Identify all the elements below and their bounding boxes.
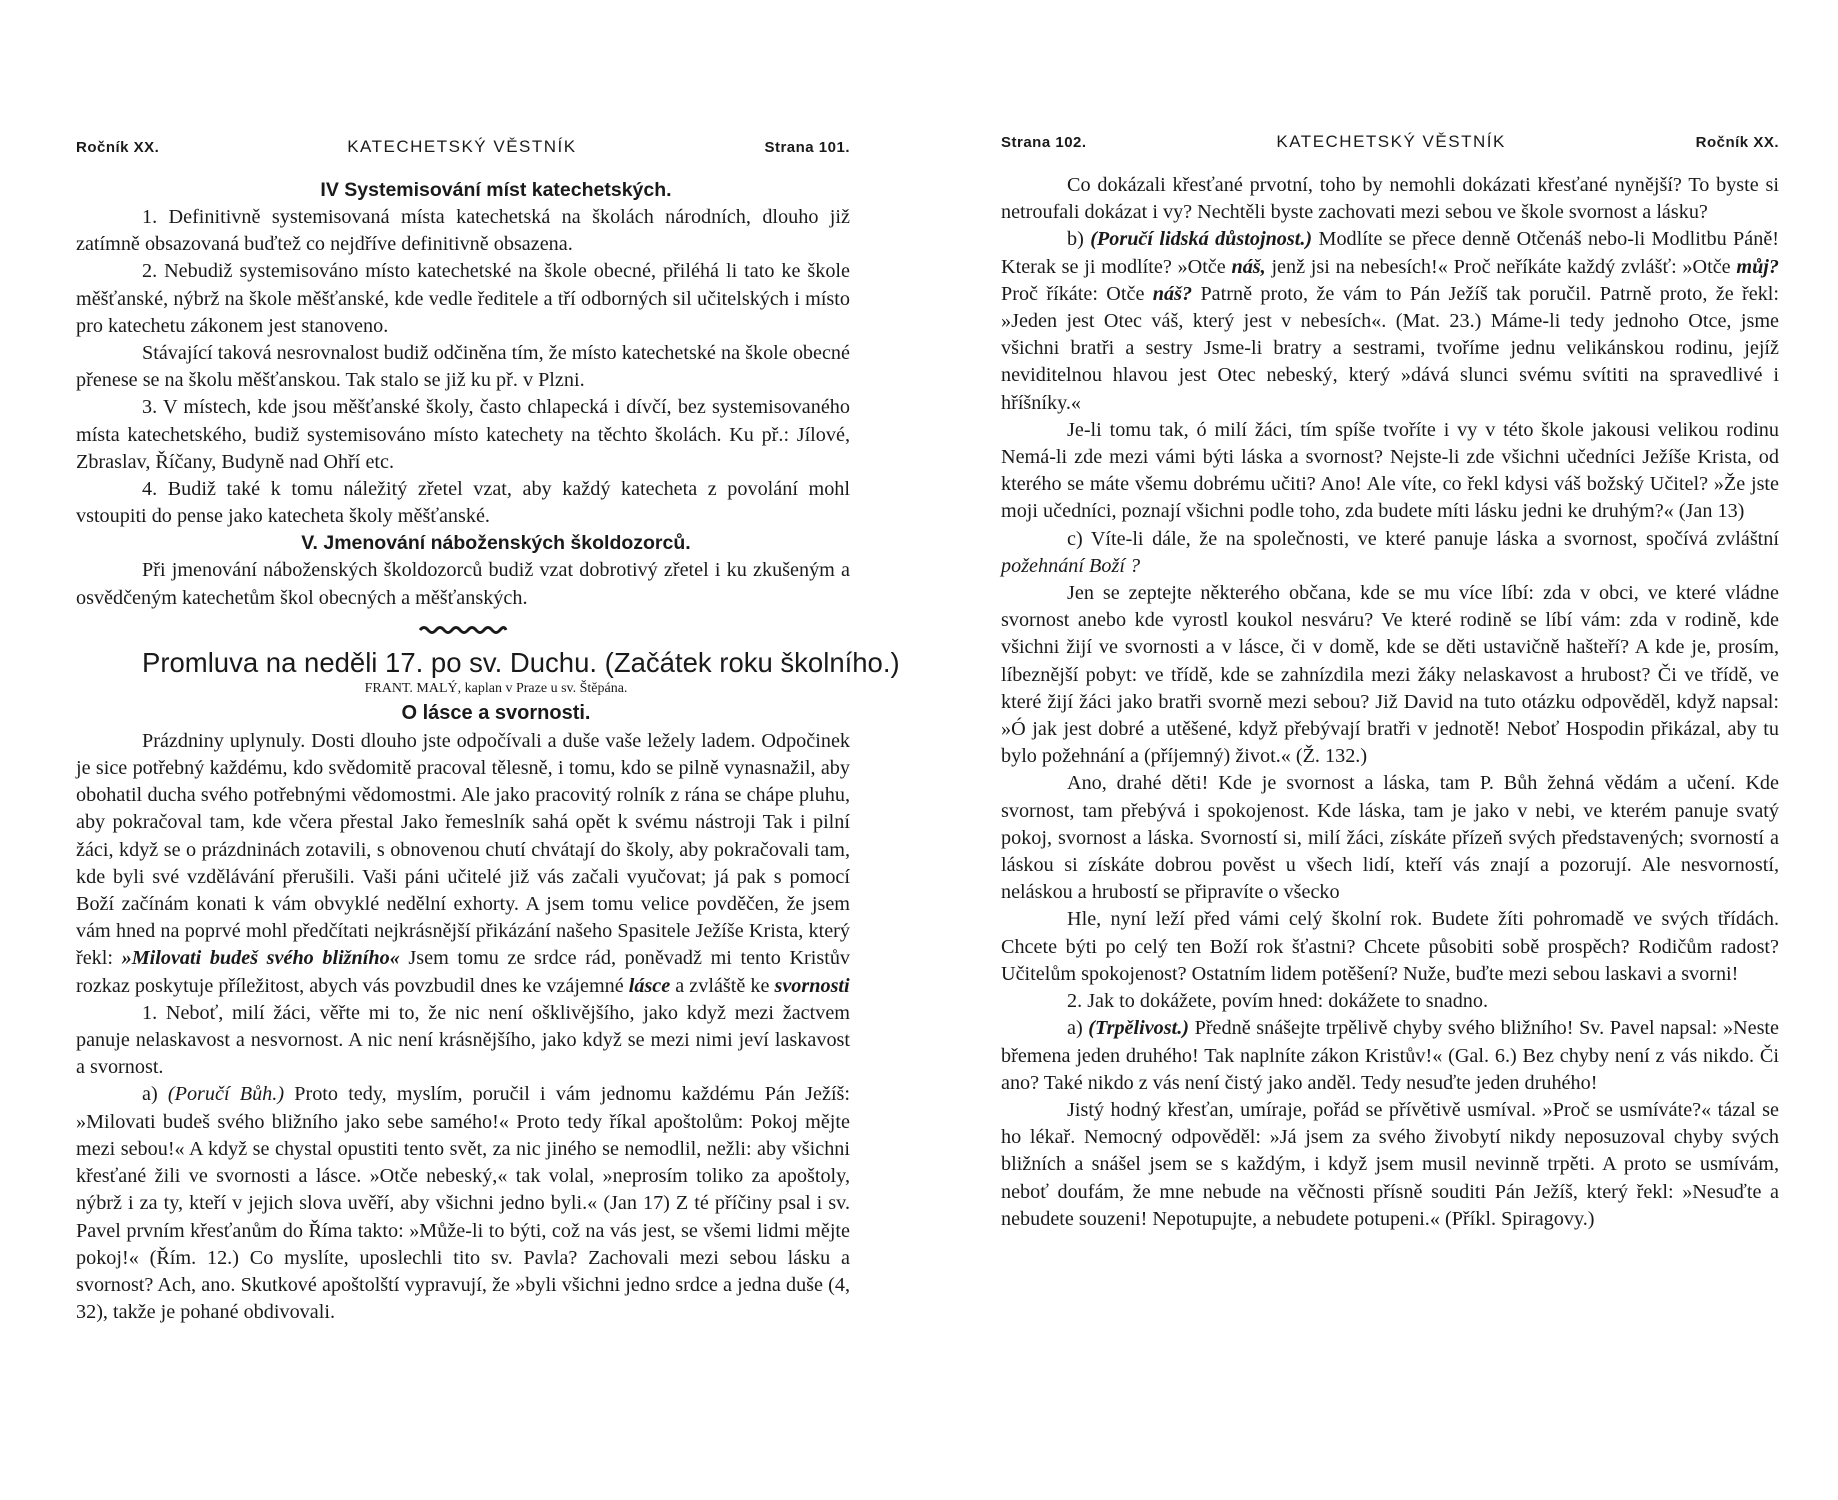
paragraph: 1. Definitivně systemisovaná místa katechetská na školách národních, dlouho již zatímně obsazovaná buďtež co nejdříve definitivně obsazena. xyxy=(76,206,850,256)
paragraph: Ano, drahé děti! Kde je svornost a láska, tam P. Bůh žehná vědám a učení. Kde svornost, tam přebývá i spokojenost. Kde láska, tam je jako v nebi, ve kterém panuje svatý pokoj, svornost a láska. Svorností si, milí žáci, získáte přízeň svých představených; svorností a láskou si získáte dobrou pověst u všech lidí, kteří vás znají a pozorují. Ale nesvorností, neláskou a hrubostí se připravíte o všecko xyxy=(1001,772,1779,904)
paragraph: Při jmenování náboženských školdozorců budiž vzat dobrotivý zřetel i ku zkušeným a osvědčeným katechetům škol obecných a měšťanských. xyxy=(76,559,850,609)
right-page-header xyxy=(1001,132,1779,172)
article-title: Promluva na neděli 17. po sv. Duchu. (Začátek roku školního.) xyxy=(142,646,900,678)
right-page-body xyxy=(1001,172,1779,1233)
page-number: Strana 101. xyxy=(764,139,850,156)
wavy-divider-ornament xyxy=(418,624,508,636)
volume-label: Ročník XX. xyxy=(1695,134,1779,151)
paragraph: 3. V místech, kde jsou měšťanské školy, často chlapecká i dívčí, bez systemisovaného místa katechetského, budiž systemisováno místo katechety na těchto školách. Ku př.: Jílové, Zbraslav, Říčany, Budyně nad Ohří etc. xyxy=(76,396,850,473)
journal-title: KATECHETSKÝ VĚSTNÍK xyxy=(1276,132,1506,151)
paragraph: a) (Trpělivost.) Předně snášejte trpělivě chyby svého bližního! Sv. Pavel napsal: »Neste břemena jeden druhého! Tak naplníte zákon Kristův!« (Gal. 6.) Bez chyby není z vás nikdo. Či ano? Také nikdo z vás není čistý jako anděl. Tedy nesuďte jeden druhého! xyxy=(1001,1017,1779,1094)
paragraph: Prázdniny uplynuly. Dosti dlouho jste odpočívali a duše vaše ležely ladem. Odpočinek je sice potřebný každému, kdo svědomitě pracoval tělesně, i tomu, kdo se pilně vynasnažil, aby obohatil ducha svého potřebnými vědomostmi. Ale jako pracovitý rolník z rána se chápe pluhu, aby pokračoval tam, kde včera přestal Jako řemeslník sahá opět k svému nástroji Tak i pilní žáci, když se o prázdninách zotavili, s obnovenou chutí chvátají do školy, aby pokračovali tam, kde byli své vzdělávání přerušili. Vaši páni učitelé již vás začali vyučovat; já pak s pomocí Boží začínám konati k vám obvyklé nedělní exhorty. A jsem tomu velice povděčen, že jsem vám hned na poprvé mohl předčítati nejkrásnější přikázání našeho Spasitele Ježíše Krista, který řekl: »Milovati budeš svého bližního« Jsem tomu ze srdce rád, poněvadž mi tento Kristův rozkaz poskytuje příležitost, abych vás povzbudil dnes ke vzájemné lásce a zvláště ke svornosti xyxy=(76,729,851,997)
paragraph: 2. Jak to dokážete, povím hned: dokážete to snadno. xyxy=(1067,990,1489,1013)
left-page-body xyxy=(76,177,900,1326)
paragraph: Jistý hodný křesťan, umíraje, pořád se přívětivě usmíval. »Proč se usmíváte?« tázal se ho lékař. Nemocný odpověděl: »Já jsem za svého živobytí nikdy neposuzoval chyby svých bližních a snášel jsem se s každým, i když jsem musil nevinně trpěti. A proto se usmívám, neboť doufám, že mne nebude na věčnosti přísně souditi Pán Ježíš, který řekl: »Nesuďte a nebudete souzeni! Nepotupujte, a nebudete potupeni.« (Příkl. Spiragovy.) xyxy=(1001,1098,1779,1230)
paragraph: b) (Poručí lidská důstojnost.) Modlíte se přece denně Otčenáš nebo-li Modlitbu Páně! Kterak se ji modlíte? »Otče náš, jenž jsi na nebesích!« Proč neříkáte každý zvlášť: »Otče můj? Proč říkáte: Otče náš? Patrně proto, že vám to Pán Ježíš tak poručil. Patrně proto, že řekl: »Jeden jest Otec váš, který jest v nebesích«. (Mat. 23.) Máme-li tedy jednoho Otce, jsme všichni bratři a sestry Jsme-li bratry a sestrami, tvoříme jednu velikánskou rodinu, jejíž neviditelnou hlavou jest Otec nebeský, který »dává slunci svému svítiti na spravedlivé i hříšníky.« xyxy=(1001,228,1780,414)
paragraph: 4. Budiž také k tomu náležitý zřetel vzat, aby každý katecheta z povolání mohl vstoupiti do pense jako katecheta školy měšťanské. xyxy=(76,478,850,528)
article-byline: FRANT. MALÝ, kaplan v Praze u sv. Štěpána. xyxy=(364,680,628,696)
paragraph: Hle, nyní leží před vámi celý školní rok. Budete žíti pohromadě ve svých třídách. Chcete býti po celý ten Boží rok šťastni? Chcete působiti sobě prospěch? Rodičům radost? Učitelům spokojenost? Ostatním lidem potěšení? Nuže, buďte mezi sebou laskavi a svorni! xyxy=(1001,908,1779,985)
paragraph: Je-li tomu tak, ó milí žáci, tím spíše tvoříte i vy v této škole jakousi velikou rodinu Nemá-li zde mezi vámi býti láska a svornost? Nejste-li zde všichni učedníci Ježíše Krista, od kterého se máte všemu dobrému učiti? Ano! Ale víte, co řekl kdysi váš božský Učitel? »Že jste moji učedníci, poznají všichni podle toho, zda budete míti lásku jedni ke druhým?« (Jan 13) xyxy=(1001,418,1779,523)
section-heading: V. Jmenování náboženských školdozorců. xyxy=(301,532,691,555)
paragraph: Jen se zeptejte některého občana, kde se mu více líbí: zda v obci, ve které vládne svornost anebo kde vyrostl koukol nesváru? Ve které rodině se líbí vám: zda v rodině, kde všichni žijí ve svornosti a v lásce, či v domě, kde se děti ustavičně hašteří? A kde je, prosím, líbeznější pobyt: ve třídě, kde se zahnízdila mezi žáky nelaskavost a hrubost? Či ve třídě, ve které žijí žáci jako bratři svorně mezi sebou? Již David na tuto otázku odpověděl, když napsal: »Ó jak jest dobré a utěšené, když přebývají bratři v jednotě! Neboť Hospodin přikázal, aby tu bylo požehnání a (příjemný) život.« (Ž. 132.) xyxy=(1001,582,1779,768)
journal-title: KATECHETSKÝ VĚSTNÍK xyxy=(347,137,577,156)
paragraph: 2. Nebudiž systemisováno místo katechetské na škole obecné, přiléhá li tato ke škole měšťanské, nýbrž na škole měšťanské, kde vedle ředitele a tří odborných sil učitelských i místo pro katechetu zákonem jest stanoveno. xyxy=(76,260,850,337)
paragraph: Co dokázali křesťané prvotní, toho by nemohli dokázati křesťané nynější? To byste si netroufali dokázat i vy? Nechtěli byste zachovati mezi sebou ve škole svornost a lásku? xyxy=(1001,174,1779,224)
paragraph: Stávající taková nesrovnalost budiž odčiněna tím, že místo katechetské na škole obecné přenese se na školu měšťanskou. Tak stalo se již ku př. v Plzni. xyxy=(76,342,850,392)
left-page-header xyxy=(76,137,850,177)
article-subtitle: O lásce a svornosti. xyxy=(401,701,591,724)
paragraph: a) (Poručí Bůh.) Proto tedy, myslím, poručil i vám jednomu každému Pán Ježíš: »Milovati budeš svého bližního jako sebe samého!« Proto tedy říkal apoštolům: Pokoj mějte mezi sebou!« A když se chystal opustiti tento svět, za nic jiného se nemodlil, nežli: aby všichni křesťané žili ve svornosti a lásce. »Otče nebeský,« tak volal, »neprosím toliko za apoštoly, nýbrž i za ty, kteří v jejich slova uvěří, aby všichni jedno byli.« (Jan 17) Z té příčiny psal i sv. Pavel prvním křesťanům do Říma takto: »Může-li to býti, což na vás jest, se všemi lidmi mějte pokoj!« (Řím. 12.) Co myslíte, uposlechli tito sv. Pavla? Zachovali mezi sebou lásku a svornost? Ach, ano. Skutkové apoštolští vypravují, že »byli všichni jedno srdce a jedna duše (4, 32), takže je pohané obdivovali. xyxy=(76,1083,851,1324)
volume-label: Ročník XX. xyxy=(76,139,160,156)
paragraph: 1. Neboť, milí žáci, věřte mi to, že nic není ošklivějšího, jako když mezi žactvem panuje nelaskavost a nesvornost. A nic není krásnějšího, jako když se mezi nimi jeví laskavost a svornost. xyxy=(76,1001,850,1079)
section-heading: IV Systemisování míst katechetských. xyxy=(320,179,672,201)
left-page-column xyxy=(76,137,900,1326)
right-page xyxy=(919,0,1838,1500)
page-number: Strana 102. xyxy=(1001,134,1087,151)
paragraph: c) Víte-li dále, že na společnosti, ve které panuje láska a svornost, spočívá zvláštní požehnání Boží ? xyxy=(1001,527,1779,577)
right-page-column xyxy=(1001,132,1779,1233)
